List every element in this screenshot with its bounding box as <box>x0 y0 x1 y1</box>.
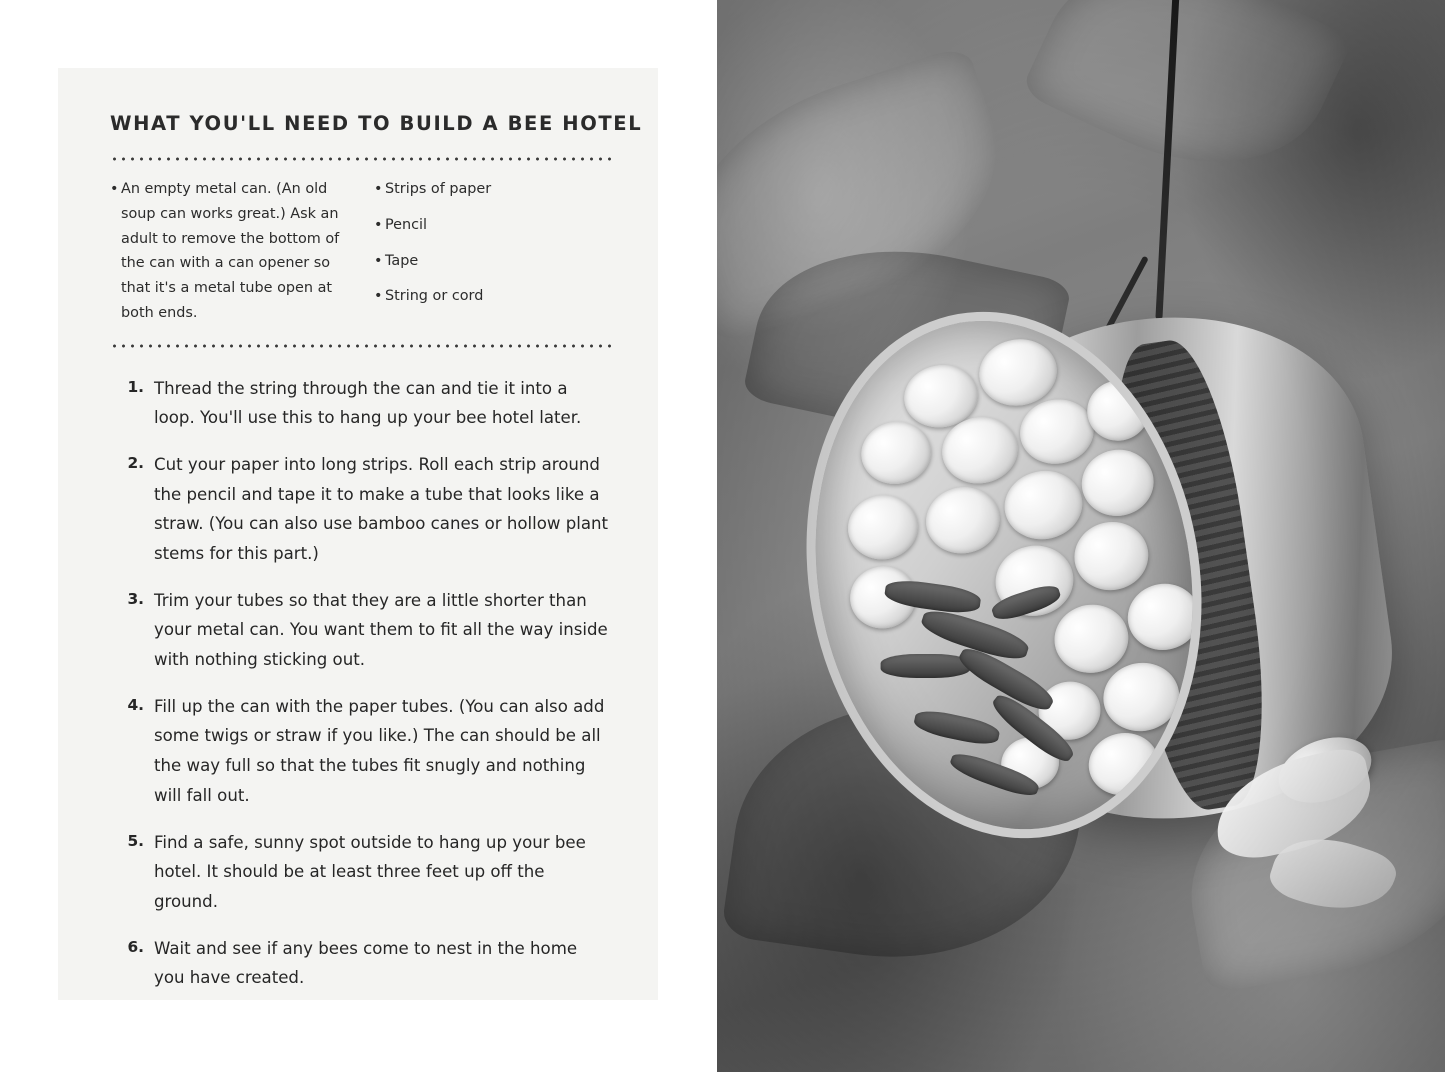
materials-list <box>110 177 612 328</box>
step-text: Find a safe, sunny spot outside to hang up your bee hotel. It should be at least three feet up off the ground. <box>154 832 586 911</box>
step-number: 4. <box>127 695 144 714</box>
bullet-icon: • <box>374 252 383 269</box>
list-item <box>374 284 612 309</box>
material-text: String or cord <box>385 288 484 305</box>
list-item <box>374 249 612 274</box>
materials-column-right <box>358 177 612 328</box>
right-page <box>717 0 1445 1072</box>
step-number: 3. <box>127 589 144 608</box>
step-number: 2. <box>127 453 144 472</box>
dotted-divider-top <box>110 157 612 161</box>
material-text: An empty metal can. (An old soup can works great.) Ask an adult to remove the bottom of the can with a can opener so that it's a metal tube open at both ends. <box>121 181 340 321</box>
list-item <box>374 213 612 238</box>
step-number: 1. <box>127 377 144 396</box>
dotted-divider-bottom <box>110 344 612 348</box>
list-item <box>110 450 612 569</box>
list-item <box>110 177 348 326</box>
step-text: Trim your tubes so that they are a little shorter than your metal can. You want them to fit all the way inside with nothing sticking out. <box>154 590 608 670</box>
step-text: Cut your paper into long strips. Roll each strip around the pencil and tape it to make a tube that looks like a straw. (You can also use bamboo canes or hollow plant stems for this part.) <box>154 454 609 564</box>
steps-list <box>110 374 612 993</box>
material-text: Strips of paper <box>385 181 492 197</box>
page-title: WHAT YOU'LL NEED TO BUILD A BEE HOTEL <box>110 112 643 135</box>
list-item <box>374 177 612 202</box>
list-item <box>110 586 612 675</box>
materials-column-left <box>110 177 348 328</box>
list-item <box>110 692 612 811</box>
list-item <box>110 934 612 993</box>
list-item <box>110 828 612 917</box>
step-text: Fill up the can with the paper tubes. (You can also add some twigs or straw if you like.) The can should be all the way full so that the tubes fit snugly and nothing will fall out. <box>154 696 605 805</box>
bullet-icon: • <box>110 181 119 197</box>
instructions-card <box>58 68 658 1000</box>
material-text: Tape <box>385 252 419 269</box>
step-text: Thread the string through the can and tie it into a loop. You'll use this to hang up your bee hotel later. <box>154 378 582 428</box>
leaf-shape <box>1020 0 1354 210</box>
bee-hotel-photo <box>717 0 1445 1072</box>
step-text: Wait and see if any bees come to nest in the home you have created. <box>154 938 578 988</box>
step-number: 6. <box>127 937 144 956</box>
list-item <box>110 374 612 433</box>
bullet-icon: • <box>374 181 383 197</box>
left-page <box>0 0 717 1072</box>
material-text: Pencil <box>385 216 428 233</box>
bullet-icon: • <box>374 216 383 233</box>
bullet-icon: • <box>374 288 383 305</box>
step-number: 5. <box>127 831 144 850</box>
